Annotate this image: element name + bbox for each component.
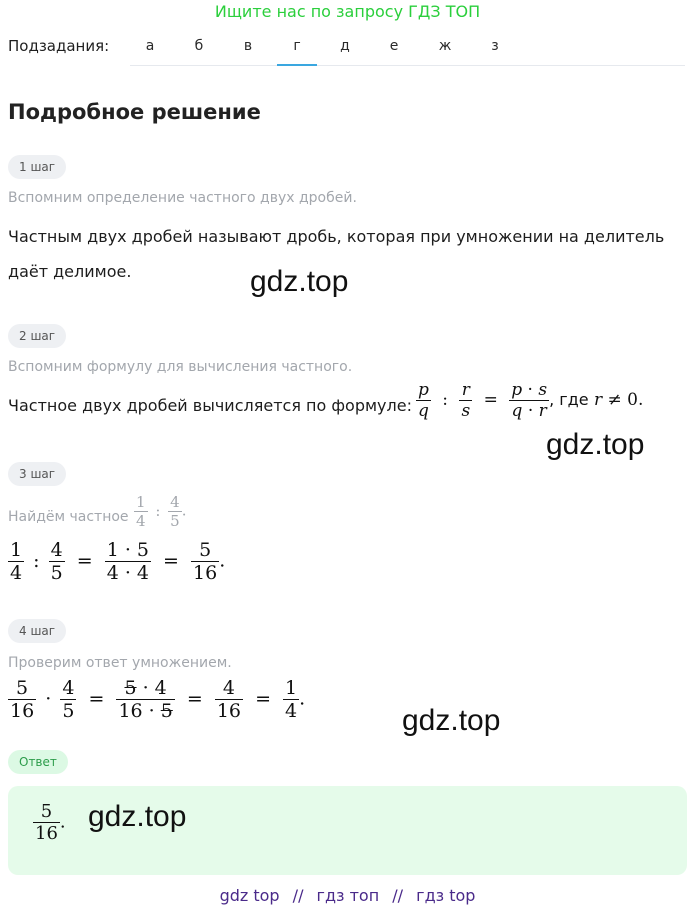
formula-where: , где [549,390,589,409]
step-1-hint: Вспомним определение частного двух дробей. [8,190,357,206]
promo-text: Ищите нас по запросу ГДЗ ТОП [214,2,481,21]
step-2-text: Частное двух дробей вычисляется по формуле: [8,396,412,415]
quotient-formula: $\frac{p}{q}$ : $\frac{r}{s}$ = $\frac{p \cdot s}{q \cdot r}$ , где r ≠ 0. [418,380,644,421]
footer-link-gdz-top-mixed[interactable]: гдз top [416,886,476,905]
step-2-hint: Вспомним формулу для вычисления частного. [8,359,353,375]
step-3-hint: Найдём частное [8,509,129,525]
footer-separator: // [392,886,404,905]
step-3-hint-expression: $\frac{1}{4}$ : $\frac{4}{5}$ . [136,493,187,530]
watermark: gdz.top [402,704,501,737]
tab-a[interactable]: а [145,38,155,54]
step-chip-3: 3 шаг [8,462,66,486]
watermark: gdz.top [88,800,187,833]
tab-zh[interactable]: ж [438,38,452,54]
tab-z[interactable]: з [491,38,499,54]
subtask-tabs [130,30,685,66]
footer-link-gdz-top-ru[interactable]: гдз топ [316,886,380,905]
step-4-calculation: $\frac{5}{16}$ · $\frac{4}{5}$ = $\frac{5 \cdot 4}{16 \cdot 5}$ = $\frac{4}{16}$ = $\frac{1}{4}$ . [10,677,306,722]
step-1-text-line1: Частным двух дробей называют дробь, которая при умножении на делитель [8,227,665,246]
answer-denominator: 16 [35,823,58,844]
step-4-hint: Проверим ответ умножением. [8,655,232,671]
subtasks-label: Подзадания: [8,37,110,55]
watermark: gdz.top [250,265,349,298]
tab-b[interactable]: б [194,38,204,54]
footer-separator: // [292,886,304,905]
answer-numerator: 5 [40,801,53,822]
tab-e[interactable]: е [389,38,399,54]
tab-g[interactable]: г [277,30,317,66]
answer-chip: Ответ [8,750,68,774]
step-3-calculation: $\frac{1}{4}$ : $\frac{4}{5}$ = $\frac{1 \cdot 5}{4 \cdot 4}$ = $\frac{5}{16}$ . [10,539,226,584]
step-chip-1: 1 шаг [8,155,66,179]
solution-heading: Подробное решение [8,100,261,124]
footer-links [0,886,695,905]
tab-d[interactable]: д [340,38,350,54]
tab-v[interactable]: в [243,38,253,54]
answer-value: $\frac{5}{16}$ . [35,801,66,844]
step-chip-2: 2 шаг [8,324,66,348]
footer-link-gdz-top[interactable]: gdz top [219,886,280,905]
step-chip-4: 4 шаг [8,619,66,643]
watermark: gdz.top [546,428,645,461]
step-1-text-line2: даёт делимое. [8,262,132,281]
